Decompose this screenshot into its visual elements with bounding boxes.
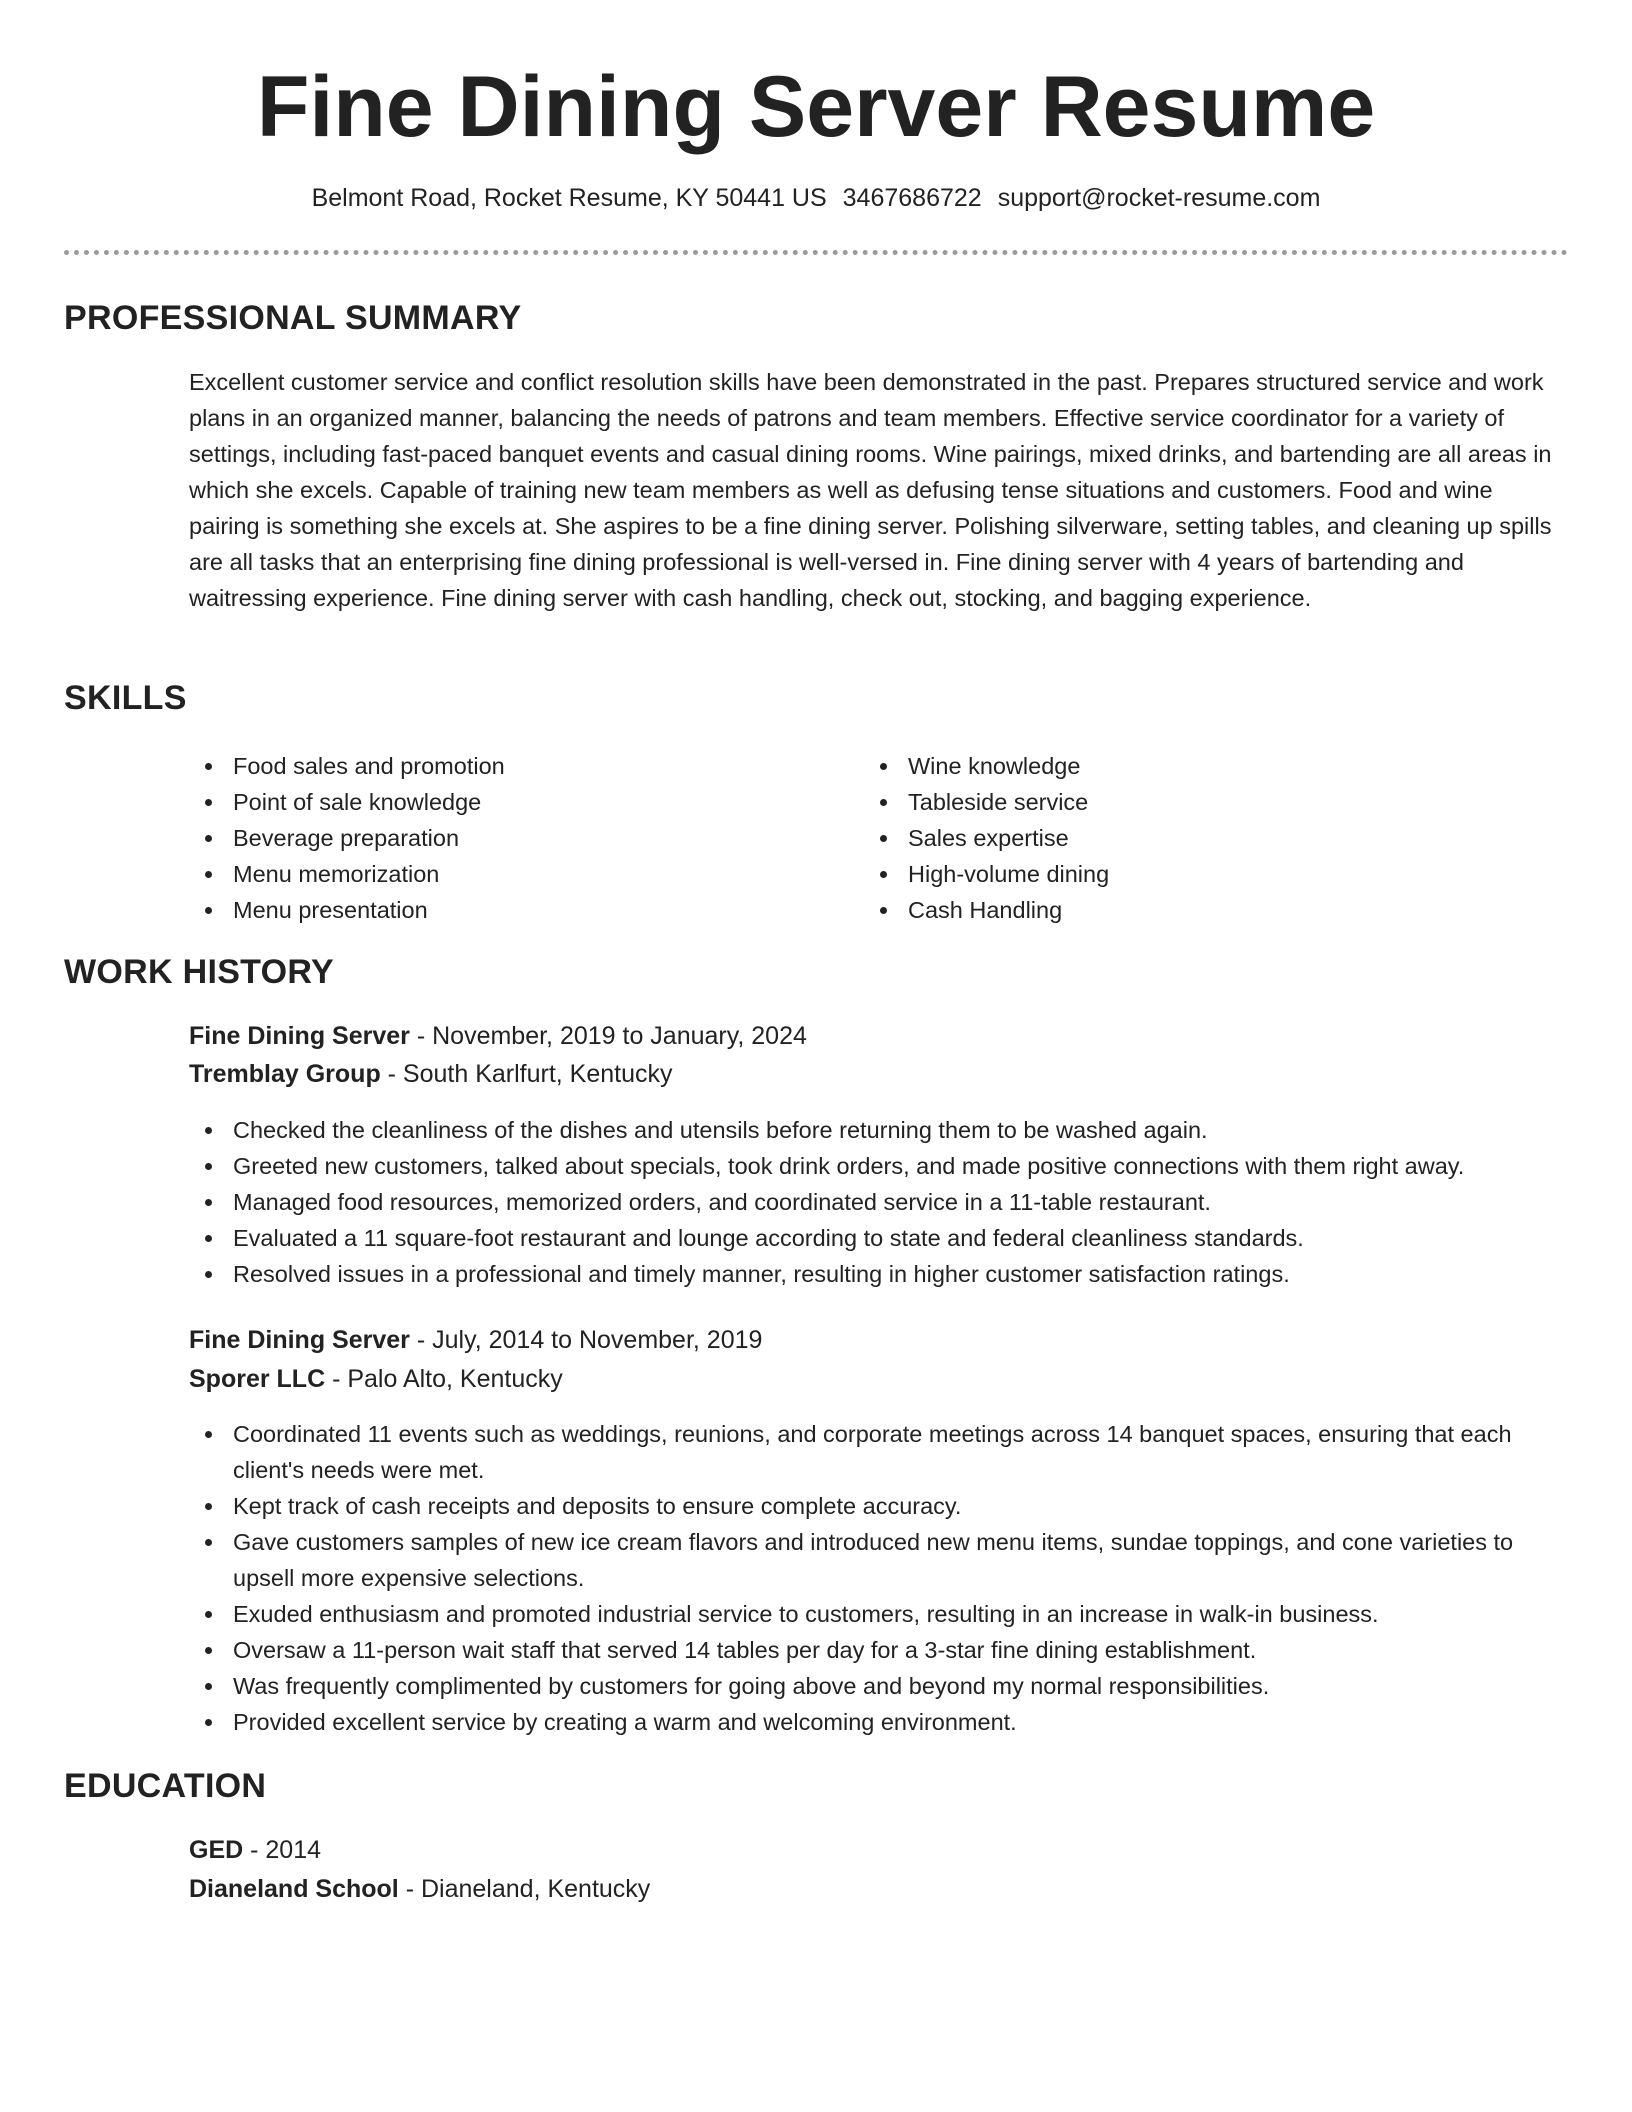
section-title-work: WORK HISTORY — [64, 953, 334, 991]
skill-item: Beverage preparation — [189, 820, 829, 856]
skill-item: Menu memorization — [189, 856, 829, 892]
skill-item: High-volume dining — [864, 856, 1564, 892]
job-bullet: Gave customers samples of new ice cream flavors and introduced new menu items, sundae toppings, and cone varieties to upsell more expensive selections. — [189, 1524, 1569, 1596]
job-bullet: Checked the cleanliness of the dishes and utensils before returning them to be washed again. — [189, 1112, 1569, 1148]
skill-item: Sales expertise — [864, 820, 1564, 856]
job-bullets — [189, 1112, 1569, 1292]
job-location: - Palo Alto, Kentucky — [325, 1365, 563, 1393]
resume-title: Fine Dining Server Resume — [256, 59, 1376, 155]
job-role: Fine Dining Server — [189, 1022, 410, 1050]
skills-list-right — [864, 748, 1564, 928]
summary-text: Excellent customer service and conflict resolution skills have been demonstrated in the past. Prepares structured service and work plans in an organized manner, balancing the needs of patrons and team members. Effective service coordinator for a variety of settings, including fast-paced banquet events and casual dining rooms. Wine pairings, mixed drinks, and bartending are all areas in which she excels. Capable of training new team members as well as defusing tense situations and customers. Food and wine pairing is something she excels at. She aspires to be a fine dining server. Polishing silverware, setting tables, and cleaning up spills are all tasks that an enterprising fine dining professional is well-versed in. Fine dining server with 4 years of bartending and waitressing experience. Fine dining server with cash handling, check out, stocking, and bagging experience. — [189, 369, 1552, 611]
skill-item: Wine knowledge — [864, 748, 1564, 784]
job-bullet: Managed food resources, memorized orders, and coordinated service in a 11-table restaurant. — [189, 1184, 1569, 1220]
job-dates: - July, 2014 to November, 2019 — [409, 1326, 763, 1354]
job-company-line — [189, 1359, 563, 1399]
job-bullet: Provided excellent service by creating a warm and welcoming environment. — [189, 1704, 1569, 1740]
education-degree-line — [189, 1830, 321, 1870]
job-location: - South Karlfurt, Kentucky — [380, 1060, 673, 1088]
skills-list-left — [189, 748, 829, 928]
section-title-skills: SKILLS — [64, 679, 187, 717]
contact-line — [0, 180, 1632, 216]
skill-item: Food sales and promotion — [189, 748, 829, 784]
job-bullet: Was frequently complimented by customers for going above and beyond my normal responsibilities. — [189, 1668, 1569, 1704]
skill-item: Point of sale knowledge — [189, 784, 829, 820]
education-school: Dianeland School — [189, 1875, 399, 1903]
job-bullet: Greeted new customers, talked about specials, took drink orders, and made positive connections with them right away. — [189, 1148, 1569, 1184]
job-title-line — [189, 1320, 762, 1360]
job-bullet: Oversaw a 11-person wait staff that served 14 tables per day for a 3-star fine dining establishment. — [189, 1632, 1569, 1668]
job-bullet: Evaluated a 11 square-foot restaurant and lounge according to state and federal cleanliness standards. — [189, 1220, 1569, 1256]
job-bullet: Kept track of cash receipts and deposits to ensure complete accuracy. — [189, 1488, 1569, 1524]
contact-phone: 3467686722 — [842, 184, 982, 212]
education-degree: GED — [189, 1836, 244, 1864]
skill-item: Tableside service — [864, 784, 1564, 820]
job-company: Tremblay Group — [189, 1060, 381, 1088]
skill-item: Menu presentation — [189, 892, 829, 928]
education-school-line — [189, 1869, 650, 1909]
section-title-education: EDUCATION — [64, 1767, 267, 1805]
job-dates: - November, 2019 to January, 2024 — [409, 1022, 807, 1050]
job-bullet: Coordinated 11 events such as weddings, reunions, and corporate meetings across 14 banquet spaces, ensuring that each client's needs were met. — [189, 1416, 1569, 1488]
contact-address: Belmont Road, Rocket Resume, KY 50441 US — [311, 184, 827, 212]
job-bullet: Resolved issues in a professional and timely manner, resulting in higher customer satisfaction ratings. — [189, 1256, 1569, 1292]
job-bullet: Exuded enthusiasm and promoted industrial service to customers, resulting in an increase in walk-in business. — [189, 1596, 1569, 1632]
job-bullets — [189, 1416, 1569, 1740]
job-company: Sporer LLC — [189, 1365, 326, 1393]
skill-item: Cash Handling — [864, 892, 1564, 928]
education-location: - Dianeland, Kentucky — [398, 1875, 651, 1903]
job-role: Fine Dining Server — [189, 1326, 410, 1354]
header-divider — [64, 250, 1568, 255]
job-title-line — [189, 1016, 807, 1056]
job-company-line — [189, 1054, 673, 1094]
section-title-summary: PROFESSIONAL SUMMARY — [64, 299, 522, 337]
education-year: - 2014 — [243, 1836, 322, 1864]
contact-email: support@rocket-resume.com — [997, 184, 1321, 212]
